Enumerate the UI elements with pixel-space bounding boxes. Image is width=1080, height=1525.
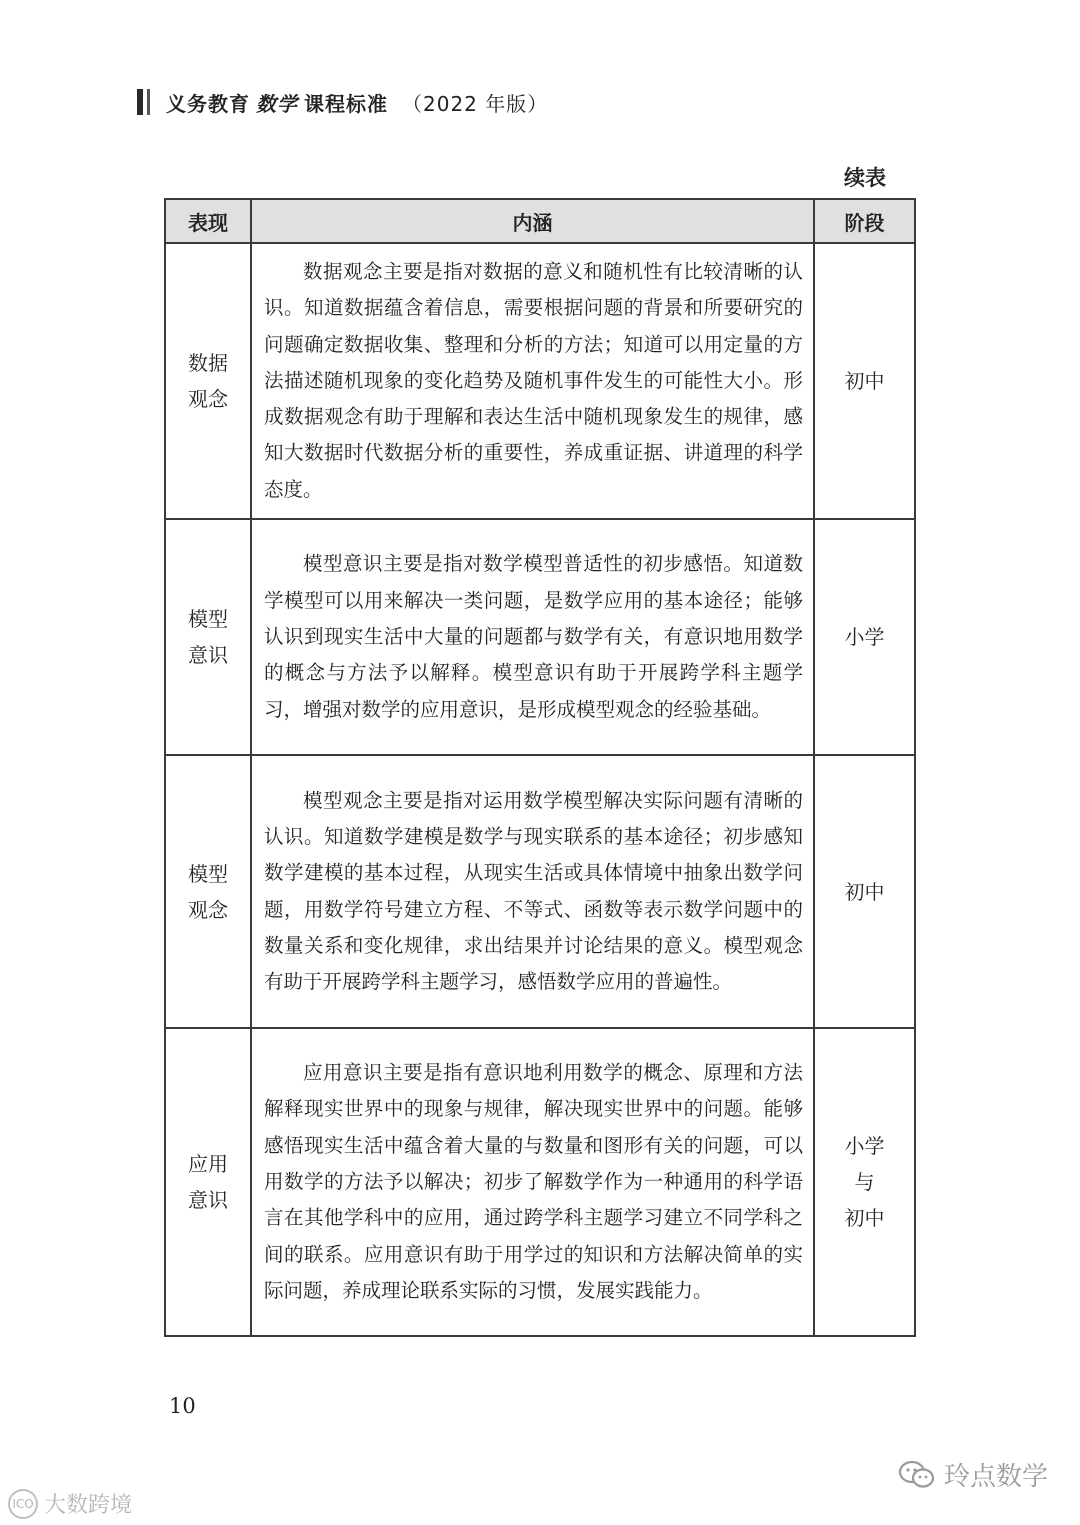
row-stage-line: 小学 [844, 1134, 885, 1159]
row-stage: 初中 [814, 755, 915, 1028]
row-content: 应用意识主要是指有意识地利用数学的概念、原理和方法解释现实世界中的现象与规律，解决现实世界中的问题。能够感悟现实生活中蕴含着大量的与数量和图形有关的问题，可以用数学的方法予以解决；初步了解数学作为一种通用的科学语言在其他学科中的应用，通过跨学科主题学习建立不同学科之间的联系。应用意识有助于用学过的知识和方法解决简单的实际问题，养成理论联系实际的习惯，发展实践能力。 [251, 1028, 814, 1336]
continued-table-label: 续表 [844, 166, 886, 190]
watermark-right-text: 玲点数学 [944, 1462, 1049, 1492]
running-header [137, 86, 548, 118]
header-title [166, 88, 548, 117]
row-label-line: 观念 [188, 387, 228, 412]
table-row [165, 243, 915, 519]
row-label [165, 519, 251, 755]
row-label [165, 243, 251, 519]
table-header-row [165, 199, 915, 243]
row-label-line: 应用 [188, 1152, 228, 1177]
header-bars-icon [137, 89, 154, 115]
page-number: 10 [169, 1394, 196, 1418]
table-row [165, 1028, 915, 1336]
row-label-line: 观念 [188, 897, 228, 922]
row-label-line: 数据 [188, 351, 228, 376]
watermark-logo-icon: ICO [8, 1489, 38, 1519]
column-header: 阶段 [814, 199, 915, 243]
row-stage: 小学 [814, 519, 915, 755]
watermark-right [898, 1456, 1048, 1493]
row-stage: 初中 [814, 243, 915, 519]
row-stage [814, 1028, 915, 1336]
column-header: 表现 [165, 199, 251, 243]
row-label-line: 意识 [188, 643, 228, 668]
row-label-line: 模型 [188, 607, 228, 632]
table-row [165, 519, 915, 755]
header-edition: （2022 年版） [402, 91, 549, 116]
row-label [165, 1028, 251, 1336]
row-stage-line: 初中 [844, 1206, 885, 1231]
competency-table [164, 198, 916, 1337]
header-title-part: 课程标准 [304, 91, 388, 116]
row-label-line: 模型 [188, 861, 228, 886]
header-title-part: 义务教育 [166, 91, 250, 116]
watermark-left-text: 大数跨境 [44, 1493, 133, 1518]
table-row [165, 755, 915, 1028]
row-content: 模型意识主要是指对数学模型普适性的初步感悟。知道数学模型可以用来解决一类问题，是数学应用的基本途径；能够认识到现实生活中大量的问题都与数学有关，有意识地用数学的概念与方法予以解释。模型意识有助于开展跨学科主题学习，增强对数学的应用意识，是形成模型观念的经验基础。 [251, 519, 814, 755]
row-label-line: 意识 [188, 1188, 228, 1213]
header-title-subject: 数学 [256, 91, 298, 116]
row-content: 模型观念主要是指对运用数学模型解决实际问题有清晰的认识。知道数学建模是数学与现实联系的基本途径；初步感知数学建模的基本过程，从现实生活或具体情境中抽象出数学问题，用数学符号建立方程、不等式、函数等表示数学问题中的数量关系和变化规律，求出结果并讨论结果的意义。模型观念有助于开展跨学科主题学习，感悟数学应用的普遍性。 [251, 755, 814, 1028]
watermark-left [8, 1488, 132, 1519]
wechat-icon [898, 1459, 936, 1491]
row-stage-line: 与 [854, 1170, 875, 1195]
column-header: 内涵 [251, 199, 814, 243]
row-content: 数据观念主要是指对数据的意义和随机性有比较清晰的认识。知道数据蕴含着信息，需要根据问题的背景和所要研究的问题确定数据收集、整理和分析的方法；知道可以用定量的方法描述随机现象的变化趋势及随机事件发生的可能性大小。形成数据观念有助于理解和表达生活中随机现象发生的规律，感知大数据时代数据分析的重要性，养成重证据、讲道理的科学态度。 [251, 243, 814, 519]
row-label [165, 755, 251, 1028]
